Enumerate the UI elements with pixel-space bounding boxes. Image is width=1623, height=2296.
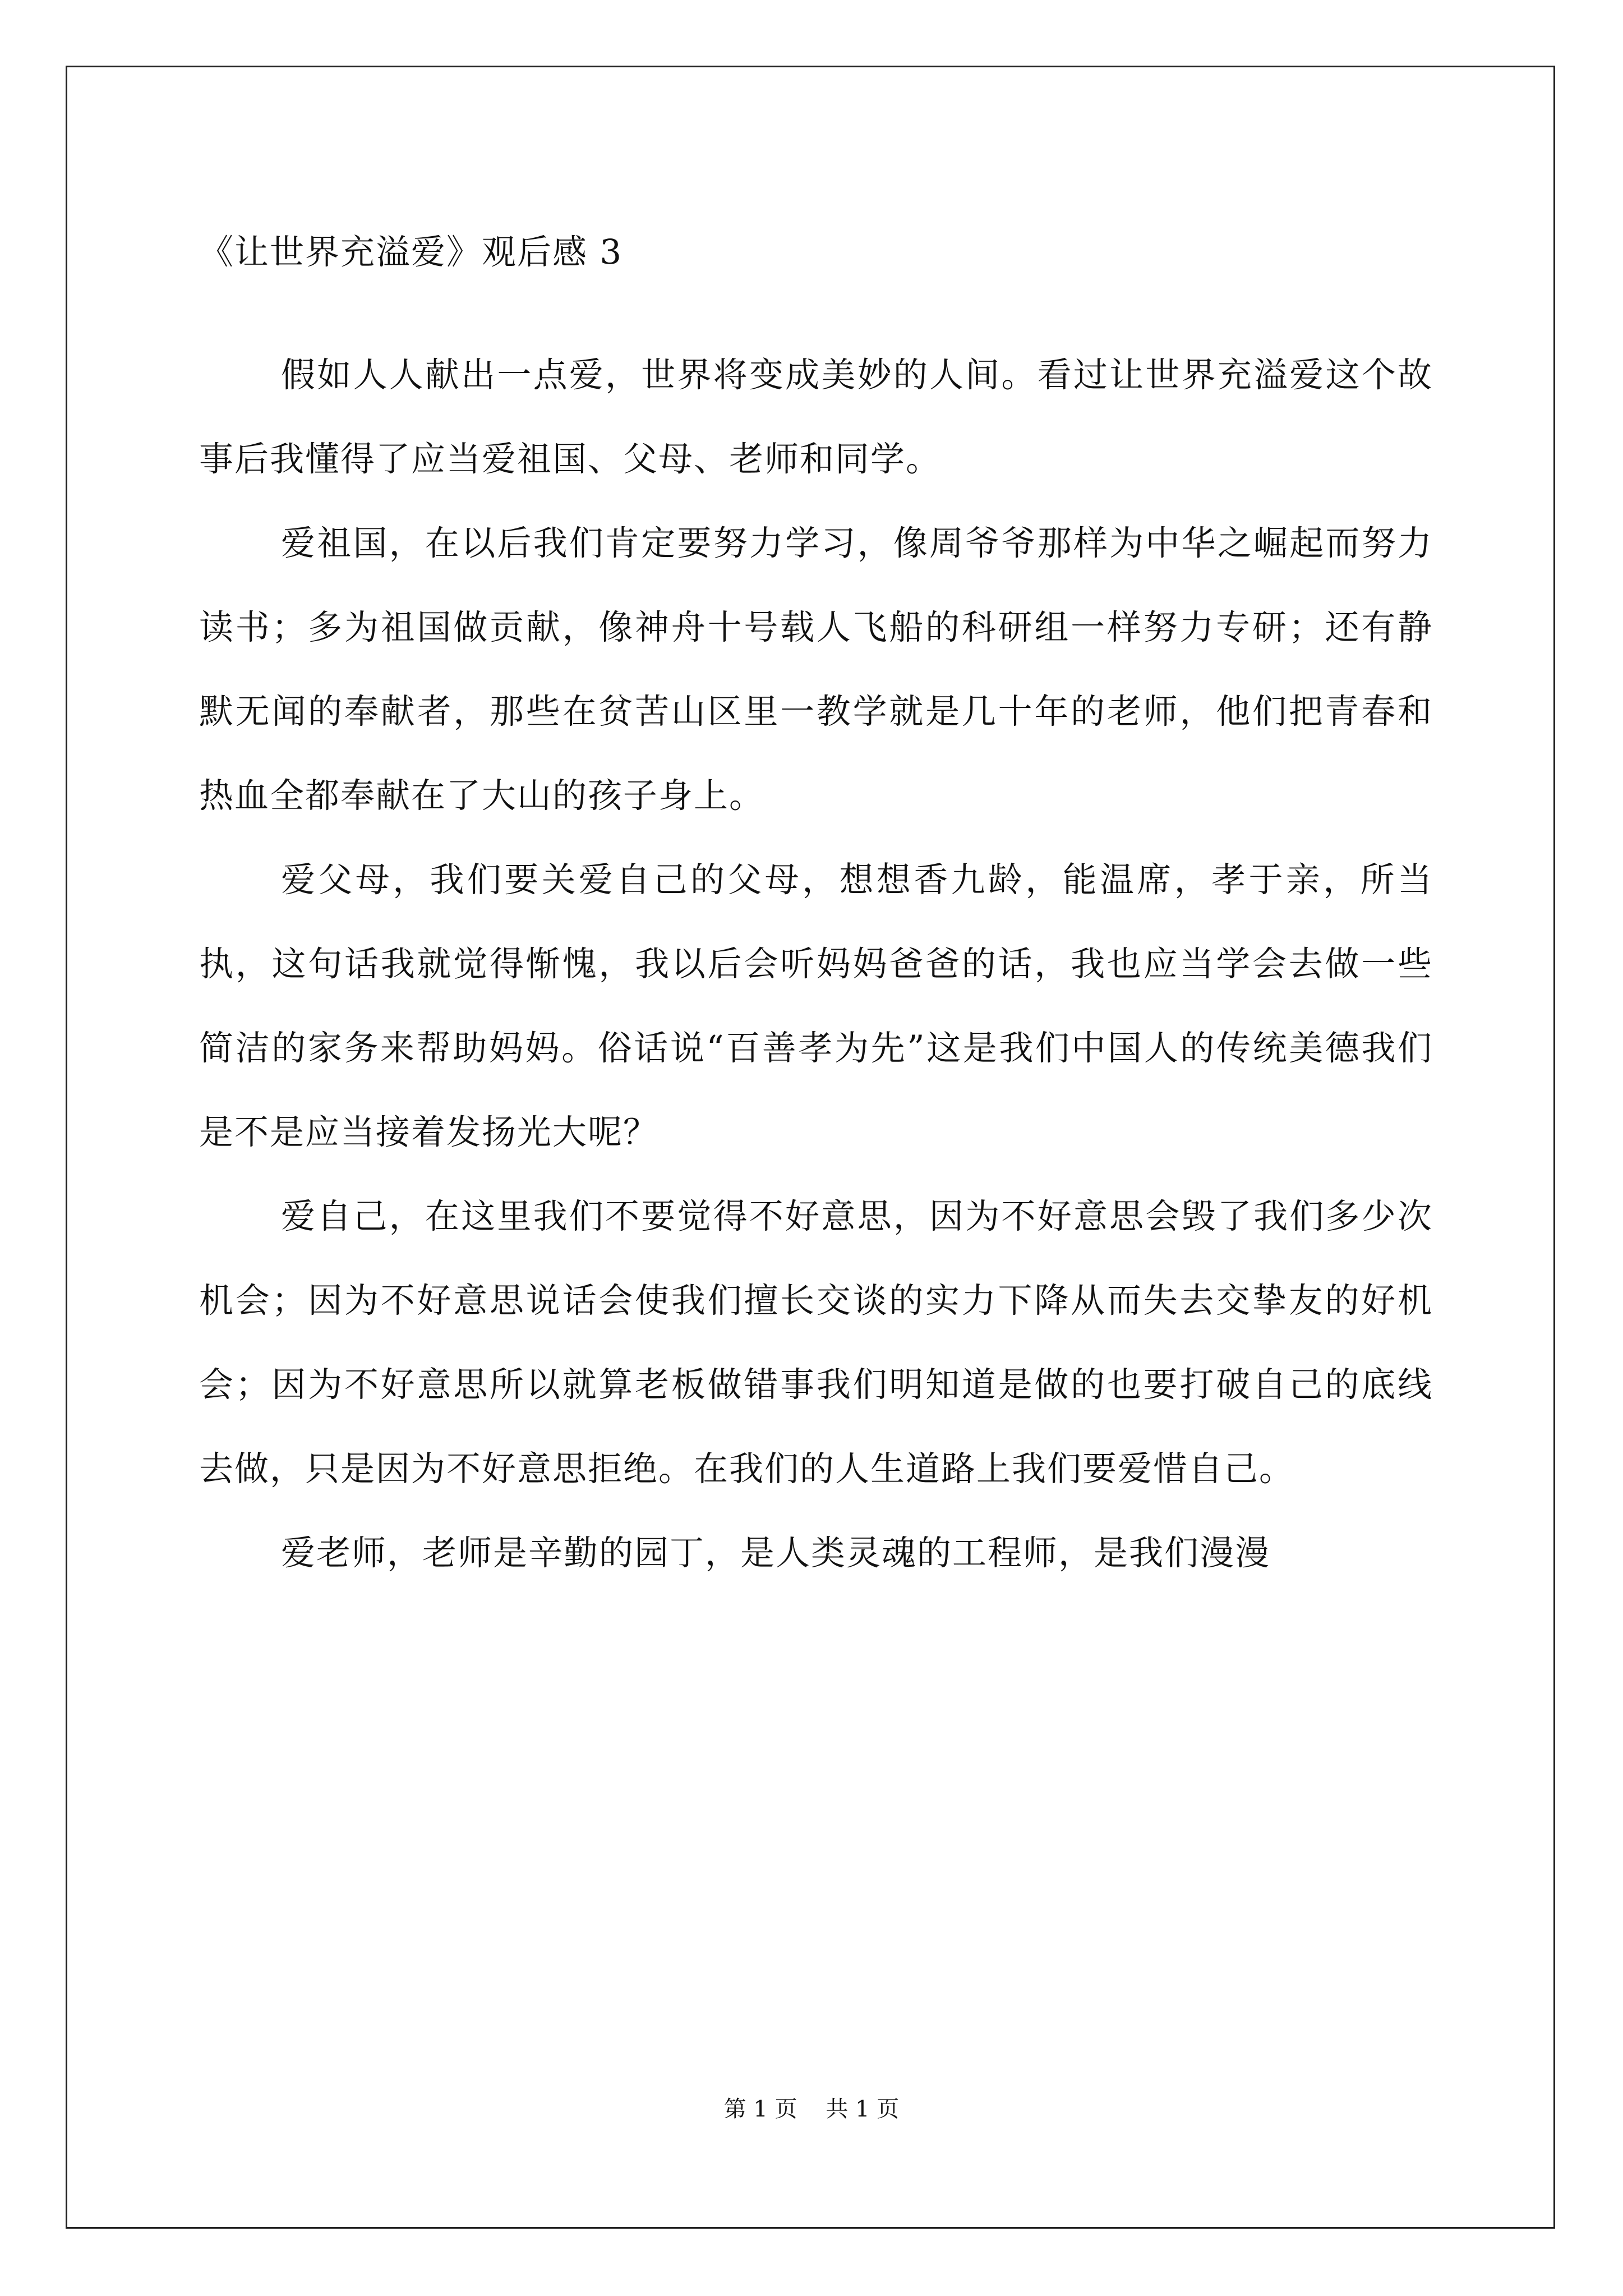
paragraph-love-teacher: 爱老师，老师是辛勤的园丁，是人类灵魂的工程师，是我们漫漫	[281, 1533, 1271, 1573]
page-number-footer: 第 1 页 共 1 页	[723, 2096, 900, 2122]
paragraph-intro: 假如人人献出一点爱，世界将变成美妙的人间。看过让世界充溢爱这个故事后我懂得了应当爱祖国、父母、老师和同学。	[199, 355, 1433, 479]
paragraph-love-parents: 爱父母，我们要关爱自己的父母，想想香九龄，能温席，孝于亲，所当执，这句话我就觉得惭愧，我以后会听妈妈爸爸的话，我也应当学会去做一些简洁的家务来帮助妈妈。俗话说“百善孝为先”这是我们中国人的传统美德我们是不是应当接着发扬光大呢？	[199, 860, 1433, 1152]
paragraph-love-self: 爱自己，在这里我们不要觉得不好意思，因为不好意思会毁了我们多少次机会；因为不好意思说话会使我们擅长交谈的实力下降从而失去交挚友的好机会；因为不好意思所以就算老板做错事我们明知道是做的也要打破自己的底线去做，只是因为不好意思拒绝。在我们的人生道路上我们要爱惜自己。	[199, 1197, 1433, 1489]
document-title: 《让世界充溢爱》观后感 3	[199, 232, 623, 272]
document-body	[199, 224, 1433, 1595]
paragraph-love-country: 爱祖国，在以后我们肯定要努力学习，像周爷爷那样为中华之崛起而努力读书；多为祖国做贡献，像神舟十号载人飞船的科研组一样努力专研；还有静默无闻的奉献者，那些在贫苦山区里一教学就是几十年的老师，他们把青春和热血全都奉献在了大山的孩子身上。	[199, 523, 1433, 816]
